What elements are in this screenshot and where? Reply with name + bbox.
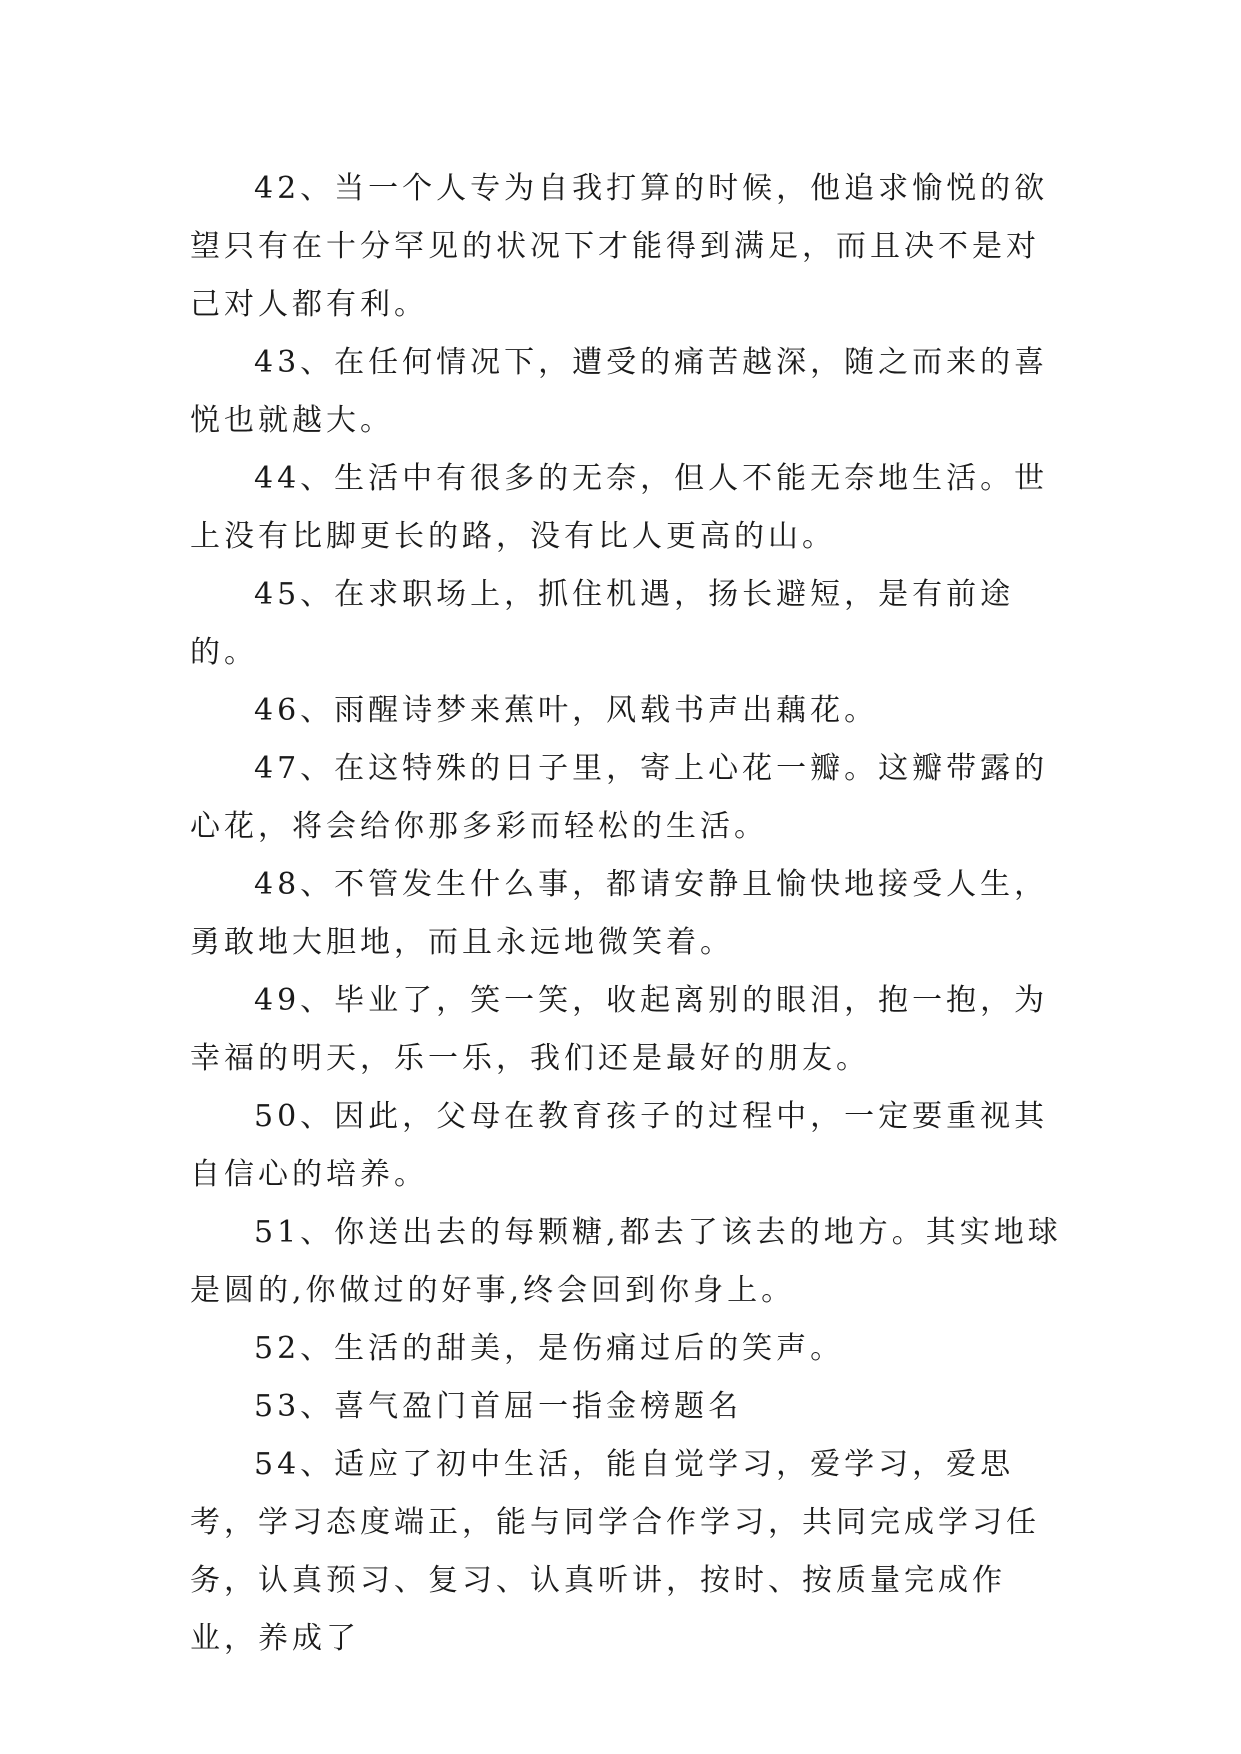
paragraph-42: 42、当一个人专为自我打算的时候，他追求愉悦的欲望只有在十分罕见的状况下才能得到满足，而且决不是对己对人都有利。 bbox=[190, 171, 1049, 322]
paragraph-43: 43、在任何情况下，遭受的痛苦越深，随之而来的喜悦也就越大。 bbox=[190, 345, 1049, 438]
paragraph-49: 49、毕业了，笑一笑，收起离别的眼泪，抱一抱，为幸福的明天，乐一乐，我们还是最好的朋友。 bbox=[190, 983, 1049, 1076]
paragraph-44: 44、生活中有很多的无奈，但人不能无奈地生活。世上没有比脚更长的路，没有比人更高的山。 bbox=[190, 461, 1049, 554]
paragraph-47: 47、在这特殊的日子里，寄上心花一瓣。这瓣带露的心花，将会给你那多彩而轻松的生活。 bbox=[190, 751, 1049, 844]
document-body bbox=[190, 160, 1070, 1668]
paragraph-53: 53、喜气盈门首屈一指金榜题名 bbox=[254, 1389, 743, 1424]
paragraph-52: 52、生活的甜美，是伤痛过后的笑声。 bbox=[254, 1331, 845, 1366]
paragraph-54: 54、适应了初中生活，能自觉学习，爱学习，爱思考，学习态度端正，能与同学合作学习，共同完成学习任务，认真预习、复习、认真听讲，按时、按质量完成作业，养成了 bbox=[190, 1447, 1040, 1656]
paragraph-48: 48、不管发生什么事，都请安静且愉快地接受人生，勇敢地大胆地，而且永远地微笑着。 bbox=[190, 867, 1049, 960]
paragraph-45: 45、在求职场上，抓住机遇，扬长避短，是有前途的。 bbox=[190, 577, 1015, 670]
paragraph-50: 50、因此，父母在教育孩子的过程中，一定要重视其自信心的培养。 bbox=[190, 1099, 1049, 1192]
paragraph-46: 46、雨醒诗梦来蕉叶，风载书声出藕花。 bbox=[254, 693, 879, 728]
paragraph-51: 51、你送出去的每颗糖,都去了该去的地方。其实地球是圆的,你做过的好事,终会回到你身上。 bbox=[190, 1215, 1062, 1308]
